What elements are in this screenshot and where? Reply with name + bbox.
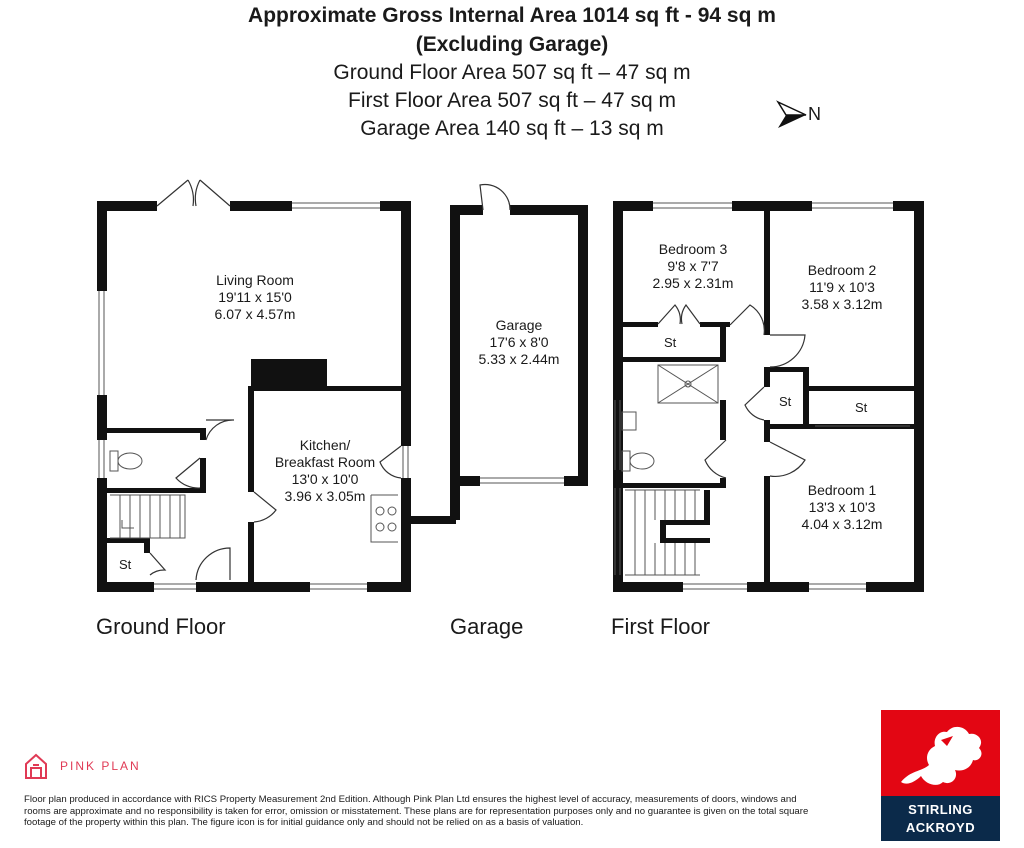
garage-area: Garage Area 140 sq ft – 13 sq m bbox=[360, 117, 664, 140]
title-gross-area: Approximate Gross Internal Area 1014 sq ft - 94 sq m bbox=[248, 4, 776, 27]
bedroom-1-name: Bedroom 1 bbox=[807, 482, 877, 498]
floor-label-ground: Ground Floor bbox=[96, 614, 226, 639]
bedroom-3-imperial: 9'8 x 7'7 bbox=[667, 258, 719, 274]
pinkplan-logo bbox=[24, 752, 141, 780]
room-label-bedroom-1 bbox=[770, 482, 914, 533]
room-label-bedroom-3 bbox=[623, 241, 763, 292]
floor-label-garage: Garage bbox=[450, 614, 524, 639]
kitchen-name-line1: Kitchen/ bbox=[299, 437, 351, 453]
pinkplan-wordmark: PINK PLAN bbox=[60, 759, 141, 773]
stirling-ackroyd-logo bbox=[881, 710, 1000, 841]
kitchen-imperial: 13'0 x 10'0 bbox=[291, 471, 359, 487]
garage-imperial: 17'6 x 8'0 bbox=[489, 334, 549, 350]
living-room-metric: 6.07 x 4.57m bbox=[214, 306, 296, 322]
room-label-bedroom-2 bbox=[770, 262, 914, 313]
north-label: N bbox=[808, 104, 821, 124]
room-label-garage bbox=[460, 317, 578, 368]
title-excluding-garage: (Excluding Garage) bbox=[415, 33, 609, 56]
agent-name-line2: ACKROYD bbox=[905, 820, 976, 835]
room-label-kitchen bbox=[250, 437, 400, 505]
first-floor-area: First Floor Area 507 sq ft – 47 sq m bbox=[348, 89, 676, 112]
bedroom-2-name: Bedroom 2 bbox=[807, 262, 877, 278]
house-logo-icon bbox=[24, 752, 48, 780]
kitchen-name-line2: Breakfast Room bbox=[274, 454, 376, 470]
floor-label-first: First Floor bbox=[611, 614, 710, 639]
living-room-name: Living Room bbox=[216, 272, 294, 288]
bedroom-3-name: Bedroom 3 bbox=[658, 241, 728, 257]
garage-metric: 5.33 x 2.44m bbox=[478, 351, 560, 367]
bedroom-1-metric: 4.04 x 3.12m bbox=[801, 516, 883, 532]
store-label-wardrobe: St bbox=[855, 400, 868, 415]
store-label-bedroom3: St bbox=[664, 335, 677, 350]
bedroom-2-metric: 3.58 x 3.12m bbox=[801, 296, 883, 312]
room-label-living bbox=[155, 272, 355, 323]
bedroom-2-imperial: 11'9 x 10'3 bbox=[809, 279, 875, 295]
living-room-imperial: 19'11 x 15'0 bbox=[218, 289, 292, 305]
stirling-ackroyd-wordmark bbox=[881, 796, 1000, 841]
kitchen-metric: 3.96 x 3.05m bbox=[284, 488, 366, 504]
store-label-ground: St bbox=[119, 557, 132, 572]
griffin-emblem-icon bbox=[881, 710, 1000, 796]
agent-name-line1: STIRLING bbox=[908, 802, 973, 817]
ground-floor-area: Ground Floor Area 507 sq ft – 47 sq m bbox=[333, 61, 691, 84]
bedroom-3-metric: 2.95 x 2.31m bbox=[652, 275, 734, 291]
disclaimer-text: Floor plan produced in accordance with RICS Property Measurement 2nd Edition. Although Pink Plan Ltd ensures the highest level of accuracy, measurements of doors, windows and rooms are approximate and no responsibility is taken for error, omission or misstatement. These plans are for representation purposes only and no guarantee is given on the total square footage of the property within this plan. The figure icon is for initial guidance only and should not be relied on as a basis of valuation. bbox=[24, 794, 809, 828]
store-label-landing: St bbox=[779, 394, 792, 409]
garage-name: Garage bbox=[495, 317, 543, 333]
bedroom-1-imperial: 13'3 x 10'3 bbox=[808, 499, 876, 515]
